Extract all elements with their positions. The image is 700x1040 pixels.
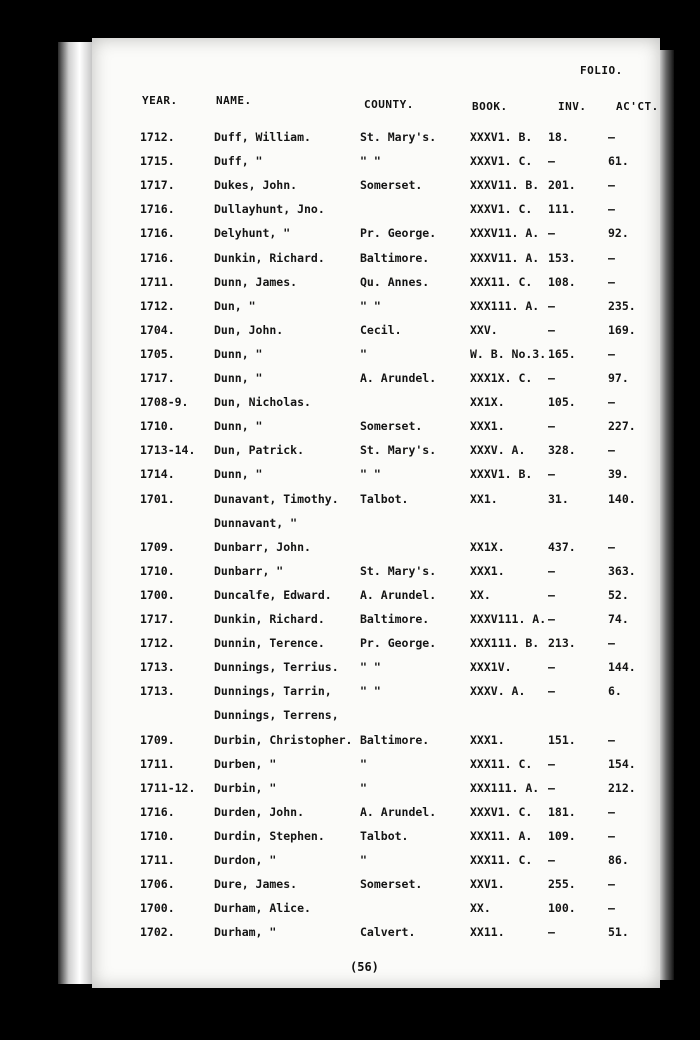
cell-year: 1716. [140, 202, 175, 217]
cell-county: St. Mary's. [360, 563, 437, 578]
cell-acct: 144. [608, 660, 636, 675]
cell-book: W. B. No.3. [470, 346, 547, 361]
table-row [92, 492, 660, 514]
cell-acct: 51. [608, 925, 629, 940]
cell-acct: 212. [608, 780, 636, 795]
cell-name: Dun, " [214, 298, 256, 313]
cell-acct: — [608, 250, 615, 265]
cell-county: " [360, 780, 367, 795]
cell-year: 1704. [140, 322, 175, 337]
cell-year: 1700. [140, 587, 175, 602]
cell-county: Somerset. [360, 178, 423, 193]
cell-year: 1710. [140, 419, 175, 434]
cell-book: XXXV1. B. [470, 130, 533, 144]
cell-acct: 92. [608, 226, 629, 241]
cell-name: Durden, John. [214, 804, 305, 819]
cell-name: Dun, Nicholas. [214, 395, 311, 410]
cell-book: XX1X. [470, 539, 505, 554]
cell-book: XXX11. A. [470, 828, 533, 843]
table-row [92, 684, 660, 706]
cell-book: XXV1. [470, 877, 505, 892]
cell-year: 1705. [140, 346, 175, 361]
cell-acct: — [608, 877, 615, 892]
cell-book: XXXV11. A. [470, 226, 540, 241]
cell-county: Pr. George. [360, 226, 437, 241]
cell-inv: 165. [548, 346, 576, 361]
cell-name: Dunnings, Terrius. [214, 660, 339, 675]
cell-inv: 213. [548, 636, 576, 651]
cell-name: Durham, " [214, 925, 277, 940]
cell-inv: 105. [548, 395, 576, 410]
cell-book: XX1. [470, 491, 498, 506]
cell-book: XXXV. A. [470, 443, 526, 458]
table-row [92, 540, 660, 562]
cell-inv: 151. [548, 732, 576, 747]
cell-inv: 437. [548, 539, 576, 554]
cell-acct: 86. [608, 853, 629, 867]
cell-acct: — [608, 346, 615, 361]
cell-acct: — [608, 828, 615, 843]
cell-year: 1714. [140, 467, 175, 482]
cell-name: Durham, Alice. [214, 901, 311, 916]
cell-year: 1708-9. [140, 395, 189, 410]
table-row [92, 178, 660, 200]
cell-year: 1712. [140, 636, 175, 651]
cell-county: Talbot. [360, 828, 409, 843]
cell-county: " " [360, 154, 381, 169]
table-row [92, 781, 660, 803]
cell-year: 1711-12. [140, 780, 196, 795]
cell-county: Qu. Annes. [360, 274, 430, 289]
cell-name: Dun, Patrick. [214, 443, 305, 458]
cell-inv: 328. [548, 443, 576, 458]
cell-book: XXX111. B. [470, 636, 540, 651]
cell-book: XXXV11. A. [470, 250, 540, 265]
cell-year: 1713-14. [140, 443, 196, 458]
table-row [92, 516, 660, 538]
cell-name: Dullayhunt, Jno. [214, 202, 325, 217]
cell-name: Delyhunt, " [214, 226, 291, 241]
cell-inv: — [548, 684, 555, 699]
cell-year: 1717. [140, 178, 175, 193]
cell-inv: 181. [548, 804, 576, 819]
cell-book: XX1X. [470, 395, 505, 410]
table-row [92, 226, 660, 248]
cell-name: Duff, William. [214, 130, 311, 144]
cell-acct: 52. [608, 587, 629, 602]
cell-book: XXV. [470, 322, 498, 337]
cell-inv: — [548, 467, 555, 482]
table-row [92, 925, 660, 947]
cell-acct: — [608, 178, 615, 193]
cell-name: Dunbarr, " [214, 563, 284, 578]
cell-name: Dunn, " [214, 419, 263, 434]
table-row [92, 660, 660, 682]
cell-year: 1716. [140, 226, 175, 241]
cell-county: Cecil. [360, 322, 402, 337]
table-row [92, 564, 660, 586]
cell-inv: — [548, 780, 555, 795]
cell-inv: — [548, 154, 555, 169]
cell-name: Dunnings, Tarrin, [214, 684, 332, 699]
cell-book: XXXV1. C. [470, 202, 533, 217]
cell-inv: 100. [548, 901, 576, 916]
table-row [92, 467, 660, 489]
cell-county: St. Mary's. [360, 443, 437, 458]
table-row [92, 275, 660, 297]
cell-acct: — [608, 804, 615, 819]
cell-year: 1709. [140, 539, 175, 554]
cell-name: Dunn, James. [214, 274, 298, 289]
cell-name: Dunkin, Richard. [214, 250, 325, 265]
cell-county: " " [360, 467, 381, 482]
cell-inv: 31. [548, 491, 569, 506]
cell-name: Durbin, " [214, 780, 277, 795]
cell-book: XXXV. A. [470, 684, 526, 699]
cell-inv: 18. [548, 130, 569, 144]
cell-county: " " [360, 684, 381, 699]
table-row [92, 853, 660, 875]
cell-acct: 227. [608, 419, 636, 434]
table-row [92, 829, 660, 851]
cell-book: XX. [470, 587, 491, 602]
document-page [92, 38, 660, 988]
cell-inv: — [548, 612, 555, 626]
cell-name: Dunn, " [214, 467, 263, 482]
cell-county: Baltimore. [360, 612, 430, 626]
cell-year: 1710. [140, 563, 175, 578]
cell-acct: — [608, 202, 615, 217]
cell-inv: 108. [548, 274, 576, 289]
cell-year: 1716. [140, 804, 175, 819]
cell-inv: — [548, 563, 555, 578]
cell-name: Dunnin, Terence. [214, 636, 325, 651]
cell-name: Durben, " [214, 756, 277, 771]
cell-name: Dunbarr, John. [214, 539, 311, 554]
cell-inv: 153. [548, 250, 576, 265]
cell-acct: 6. [608, 684, 622, 699]
table-row [92, 708, 660, 730]
table-row [92, 901, 660, 923]
cell-inv: — [548, 419, 555, 434]
cell-county: Somerset. [360, 419, 423, 434]
cell-year: 1709. [140, 732, 175, 747]
cell-acct: — [608, 130, 615, 144]
cell-book: XXX111. A. [470, 298, 540, 313]
table-row [92, 395, 660, 417]
table-row [92, 443, 660, 465]
cell-acct: 169. [608, 322, 636, 337]
cell-inv: — [548, 298, 555, 313]
cell-county: A. Arundel. [360, 371, 437, 385]
cell-book: XX. [470, 901, 491, 916]
cell-year: 1716. [140, 250, 175, 265]
cell-book: XXXV1. C. [470, 154, 533, 169]
cell-book: XXXV111. A. [470, 612, 547, 626]
folio-label: FOLIO. [580, 64, 623, 77]
cell-acct: — [608, 443, 615, 458]
cell-book: XXX1. [470, 563, 505, 578]
cell-year: 1711. [140, 756, 175, 771]
cell-inv: 201. [548, 178, 576, 193]
cell-name: Dunn, " [214, 371, 263, 385]
cell-inv: — [548, 925, 555, 940]
cell-name: Duff, " [214, 154, 263, 169]
cell-name: Dunkin, Richard. [214, 612, 325, 626]
table-row [92, 130, 660, 152]
cell-acct: 74. [608, 612, 629, 626]
cell-name: Dunn, " [214, 346, 263, 361]
cell-inv: — [548, 853, 555, 867]
cell-book: XXX1X. C. [470, 371, 533, 385]
page-number: (56) [350, 960, 379, 974]
cell-county: Pr. George. [360, 636, 437, 651]
table-row [92, 251, 660, 273]
cell-name: Dunnings, Terrens, [214, 708, 339, 723]
cell-inv: — [548, 756, 555, 771]
cell-inv: 255. [548, 877, 576, 892]
cell-acct: 154. [608, 756, 636, 771]
cell-acct: — [608, 274, 615, 289]
cell-book: XXX11. C. [470, 853, 533, 867]
header-name: NAME. [216, 94, 252, 107]
header-acct: AC'CT. [616, 100, 659, 113]
cell-acct: 97. [608, 371, 629, 385]
header-book: BOOK. [472, 100, 508, 113]
cell-county: Talbot. [360, 491, 409, 506]
cell-county: Somerset. [360, 877, 423, 892]
cell-acct: 235. [608, 298, 636, 313]
cell-year: 1712. [140, 298, 175, 313]
cell-county: " " [360, 660, 381, 675]
cell-name: Duncalfe, Edward. [214, 587, 332, 602]
cell-name: Durbin, Christopher. [214, 732, 353, 747]
table-row [92, 733, 660, 755]
page-right-edge [658, 50, 674, 980]
cell-name: Dun, John. [214, 322, 284, 337]
cell-book: XXXV1. C. [470, 804, 533, 819]
cell-book: XX11. [470, 925, 505, 940]
table-row [92, 636, 660, 658]
header-year: YEAR. [142, 94, 178, 107]
cell-county: St. Mary's. [360, 130, 437, 144]
cell-inv: — [548, 371, 555, 385]
cell-year: 1717. [140, 371, 175, 385]
cell-inv: — [548, 587, 555, 602]
cell-county: A. Arundel. [360, 804, 437, 819]
table-row [92, 323, 660, 345]
cell-year: 1711. [140, 853, 175, 867]
cell-year: 1711. [140, 274, 175, 289]
cell-book: XXXV1. B. [470, 467, 533, 482]
cell-name: Dunnavant, " [214, 515, 298, 530]
table-row [92, 299, 660, 321]
cell-book: XXX1. [470, 732, 505, 747]
cell-county: A. Arundel. [360, 587, 437, 602]
table-row [92, 202, 660, 224]
cell-year: 1712. [140, 130, 175, 144]
cell-acct: 61. [608, 154, 629, 169]
cell-acct: 140. [608, 491, 636, 506]
cell-name: Durdin, Stephen. [214, 828, 325, 843]
cell-year: 1710. [140, 828, 175, 843]
table-row [92, 612, 660, 634]
cell-acct: — [608, 901, 615, 916]
cell-county: " [360, 756, 367, 771]
cell-county: Calvert. [360, 925, 416, 940]
cell-year: 1706. [140, 877, 175, 892]
cell-year: 1701. [140, 491, 175, 506]
cell-acct: — [608, 539, 615, 554]
table-row [92, 154, 660, 176]
cell-book: XXX1. [470, 419, 505, 434]
cell-county: Baltimore. [360, 250, 430, 265]
cell-book: XXX11. C. [470, 274, 533, 289]
cell-inv: — [548, 322, 555, 337]
cell-acct: — [608, 395, 615, 410]
cell-county: Baltimore. [360, 732, 430, 747]
cell-book: XXXV11. B. [470, 178, 540, 193]
table-row [92, 419, 660, 441]
cell-book: XXX111. A. [470, 780, 540, 795]
cell-name: Durdon, " [214, 853, 277, 867]
cell-acct: — [608, 636, 615, 651]
cell-book: XXX1V. [470, 660, 512, 675]
cell-county: " " [360, 298, 381, 313]
cell-acct: 39. [608, 467, 629, 482]
header-county: COUNTY. [364, 98, 414, 111]
cell-year: 1713. [140, 660, 175, 675]
cell-book: XXX11. C. [470, 756, 533, 771]
cell-inv: — [548, 660, 555, 675]
cell-year: 1713. [140, 684, 175, 699]
cell-name: Dukes, John. [214, 178, 298, 193]
table-row [92, 347, 660, 369]
cell-inv: 109. [548, 828, 576, 843]
cell-year: 1702. [140, 925, 175, 940]
cell-county: " [360, 346, 367, 361]
cell-county: " [360, 853, 367, 867]
cell-year: 1717. [140, 612, 175, 626]
book-spine-edge [58, 42, 94, 984]
header-inv: INV. [558, 100, 587, 113]
table-row [92, 371, 660, 393]
table-row [92, 757, 660, 779]
cell-name: Dure, James. [214, 877, 298, 892]
cell-year: 1715. [140, 154, 175, 169]
cell-name: Dunavant, Timothy. [214, 491, 339, 506]
cell-acct: — [608, 732, 615, 747]
cell-inv: 111. [548, 202, 576, 217]
cell-acct: 363. [608, 563, 636, 578]
table-row [92, 588, 660, 610]
cell-inv: — [548, 226, 555, 241]
cell-year: 1700. [140, 901, 175, 916]
table-row [92, 805, 660, 827]
table-row [92, 877, 660, 899]
